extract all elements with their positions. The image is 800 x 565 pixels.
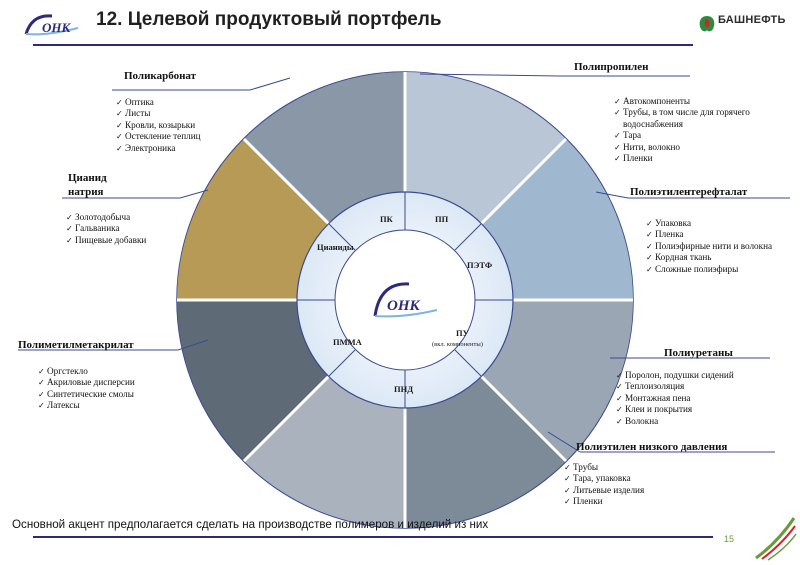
list-item: ✓ Листы bbox=[116, 108, 256, 119]
list-item: ✓ Поролон, подушки сидений bbox=[616, 370, 776, 381]
cyanide-title-line1: Цианид bbox=[68, 172, 107, 184]
center-logo-text: ОНК bbox=[387, 298, 420, 314]
footer-note: Основной акцент предполагается сделать на производстве полимеров и изделий из них bbox=[12, 518, 489, 531]
wheel-label-pmma: ПММА bbox=[333, 337, 362, 347]
corner-swoosh-icon bbox=[748, 512, 798, 562]
pet-list bbox=[646, 218, 776, 275]
polycarbonate-title: Поликарбонат bbox=[124, 70, 197, 82]
page-number: 15 bbox=[724, 534, 735, 544]
list-item: ✓ Клеи и покрытия bbox=[616, 404, 776, 415]
list-item: ✓ Пищевые добавки bbox=[66, 235, 196, 246]
list-item: ✓ Автокомпоненты bbox=[614, 96, 754, 107]
list-item: ✓ Теплоизоляция bbox=[616, 381, 776, 392]
list-item: ✓ Нити, волокно bbox=[614, 142, 754, 153]
wheel-label-pu-sub: (вкл. компоненты) bbox=[432, 341, 483, 348]
onk-logo-text: ОНК bbox=[42, 20, 71, 35]
pmma-list bbox=[38, 366, 188, 412]
list-item: ✓ Пленки bbox=[564, 496, 714, 507]
list-item: ✓ Пленка bbox=[646, 229, 776, 240]
list-item: ✓ Пленки bbox=[614, 153, 754, 164]
list-item: ✓ Монтажная пена bbox=[616, 393, 776, 404]
bashneft-logo-name: БАШНЕФТЬ bbox=[718, 14, 786, 26]
polypropylene-title: Полипропилен bbox=[574, 61, 649, 73]
list-item: ✓ Кордная ткань bbox=[646, 252, 776, 263]
wheel-label-cyanides: Цианиды bbox=[317, 242, 354, 252]
list-item: ✓ Электроника bbox=[116, 143, 256, 154]
list-item: ✓ Золотодобыча bbox=[66, 212, 196, 223]
list-item: ✓ Акриловые дисперсии bbox=[38, 377, 188, 388]
list-item: ✓ Волокна bbox=[616, 416, 776, 427]
list-item: ✓ Гальваника bbox=[66, 223, 196, 234]
hdpe-title: Полиэтилен низкого давления bbox=[576, 441, 728, 453]
polyurethane-title: Полиуретаны bbox=[664, 347, 733, 359]
list-item: ✓ Кровли, козырьки bbox=[116, 120, 256, 131]
list-item: ✓ Оргстекло bbox=[38, 366, 188, 377]
list-item: ✓ Синтетические смолы bbox=[38, 389, 188, 400]
list-item: ✓ Трубы bbox=[564, 462, 714, 473]
wheel-label-petf: ПЭТФ bbox=[467, 260, 493, 270]
footer-divider bbox=[33, 536, 713, 538]
pet-title: Полиэтилентерефталат bbox=[630, 186, 748, 198]
wheel-label-pnd: ПНД bbox=[394, 384, 414, 394]
list-item: ✓ Оптика bbox=[116, 97, 256, 108]
wheel-label-pu: ПУ bbox=[456, 328, 469, 338]
list-item: ✓ Тара bbox=[614, 130, 754, 141]
pmma-title: Полиметилметакрилат bbox=[18, 339, 134, 351]
list-item: ✓ Упаковка bbox=[646, 218, 776, 229]
list-item: ✓ Остекление теплиц bbox=[116, 131, 256, 142]
page-title: 12. Целевой продуктовый портфель bbox=[96, 9, 442, 30]
polypropylene-list bbox=[614, 96, 754, 164]
cyanide-title-line2: натрия bbox=[68, 186, 104, 198]
list-item: ✓ Тара, упаковка bbox=[564, 473, 714, 484]
wheel-label-pp: ПП bbox=[435, 214, 449, 224]
polyurethane-list bbox=[616, 370, 776, 427]
polycarbonate-list bbox=[116, 97, 256, 154]
list-item: ✓ Литьевые изделия bbox=[564, 485, 714, 496]
list-item: ✓ Полиэфирные нити и волокна bbox=[646, 241, 776, 252]
hdpe-list bbox=[564, 462, 714, 508]
cyanide-list bbox=[66, 212, 196, 246]
list-item: ✓ Латексы bbox=[38, 400, 188, 411]
list-item: ✓ Сложные полиэфиры bbox=[646, 264, 776, 275]
list-item: ✓ Трубы, в том числе для горячего водоснабжения bbox=[614, 107, 754, 130]
wheel-label-pk: ПК bbox=[380, 214, 393, 224]
